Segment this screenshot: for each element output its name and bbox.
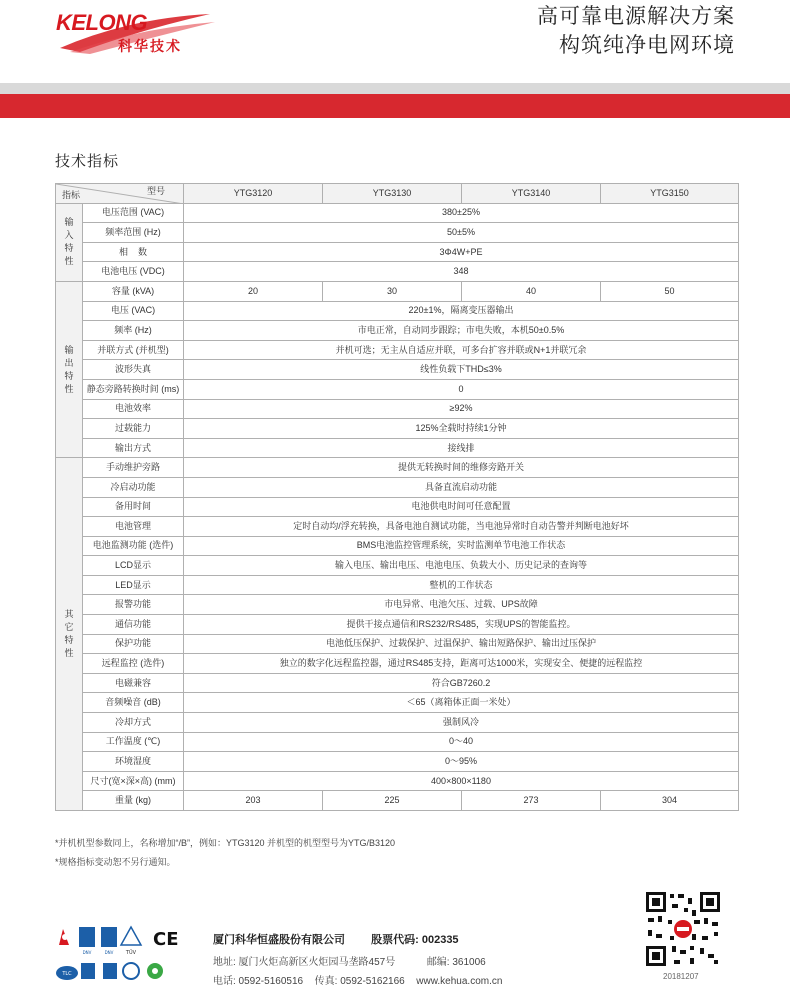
table-row	[56, 771, 739, 791]
row-value: 电池供电时间可任意配置	[184, 497, 739, 517]
corner-index-label: 指标	[62, 189, 81, 200]
weight-value: 273	[462, 791, 601, 811]
row-value: 0	[184, 379, 739, 399]
table-row	[56, 301, 739, 321]
table-row	[56, 477, 739, 497]
footer-address	[213, 953, 486, 968]
ce-mark-icon	[153, 929, 179, 950]
row-value: 提供无转换时间的维修旁路开关	[184, 458, 739, 478]
capacity-value: 50	[601, 281, 739, 301]
row-label: 容量 (kVA)	[83, 281, 184, 301]
table-row	[56, 321, 739, 341]
row-value: 提供干接点通信和RS232/RS485，实现UPS的智能监控。	[184, 615, 739, 635]
capacity-value: 20	[184, 281, 323, 301]
logo-subtitle: 科华技术	[118, 38, 182, 54]
corner-model-label: 型号	[146, 186, 165, 196]
row-value: 接线排	[184, 438, 739, 458]
table-row	[56, 791, 739, 811]
model-header: YTG3140	[462, 184, 601, 204]
row-value: ≥92%	[184, 399, 739, 419]
table-row	[56, 379, 739, 399]
model-header: YTG3130	[323, 184, 462, 204]
row-label: 电磁兼容	[83, 673, 184, 693]
row-label: 尺寸(宽×深×高) (mm)	[83, 771, 184, 791]
row-label: 波形失真	[83, 360, 184, 380]
row-value: 并机可选；无主从自适应并联，可多台扩容并联或N+1并联冗余	[184, 340, 739, 360]
website-link[interactable]: www.kehua.com.cn	[416, 976, 503, 987]
cqc-cert-icon-2	[103, 963, 117, 979]
table-row	[56, 615, 739, 635]
row-value: 125%全载时持续1分钟	[184, 419, 739, 439]
weight-value: 225	[323, 791, 462, 811]
table-row	[56, 242, 739, 262]
row-value: 独立的数字化远程监控器，通过RS485支持，距离可达1000米，实现安全、便捷的远程监控	[184, 654, 739, 674]
weight-value: 203	[184, 791, 323, 811]
fax: 传真: 0592-5162166	[314, 976, 405, 987]
table-row	[56, 654, 739, 674]
row-value: BMS电池监控管理系统，实时监测单节电池工作状态	[184, 536, 739, 556]
row-label: 冷却方式	[83, 713, 184, 733]
model-header: YTG3120	[184, 184, 323, 204]
row-label: 电池监测功能 (选件)	[83, 536, 184, 556]
table-header-row	[56, 184, 739, 204]
row-label: 频率范围 (Hz)	[83, 223, 184, 243]
quality-seal-icon	[123, 963, 139, 979]
capacity-value: 30	[323, 281, 462, 301]
row-label: 报警功能	[83, 595, 184, 615]
qr-code-icon[interactable]	[644, 890, 722, 968]
row-label: 手动维护旁路	[83, 458, 184, 478]
row-label: 音频噪音 (dB)	[83, 693, 184, 713]
table-row	[56, 281, 739, 301]
phone: 电话: 0592-5160516	[213, 976, 304, 987]
table-row	[56, 419, 739, 439]
group-output-label: 输出特性	[56, 281, 83, 457]
footer-company	[213, 931, 459, 947]
footnotes	[55, 834, 395, 872]
table-row	[56, 732, 739, 752]
company-name: 厦门科华恒盛股份有限公司	[213, 934, 345, 946]
row-value: 强制风冷	[184, 713, 739, 733]
row-label: 过载能力	[83, 419, 184, 439]
slogan-line-2: 构筑纯净电网环境	[559, 34, 735, 57]
certification-logos	[55, 925, 185, 985]
table-row	[56, 575, 739, 595]
row-value: 线性负载下THD≤3%	[184, 360, 739, 380]
cqc-cert-icon	[81, 963, 95, 979]
kehua-torch-icon	[59, 929, 69, 945]
row-label: 环境湿度	[83, 752, 184, 772]
green-cert-icon	[147, 963, 163, 979]
table-row	[56, 223, 739, 243]
table-row	[56, 634, 739, 654]
slogan	[537, 2, 735, 60]
row-value: ＜65（离箱体正面一米处）	[184, 693, 739, 713]
company-logo	[50, 8, 220, 54]
row-label: LED显示	[83, 575, 184, 595]
tlc-cert-icon	[56, 966, 78, 980]
row-value: 符合GB7260.2	[184, 673, 739, 693]
row-label: 保护功能	[83, 634, 184, 654]
row-label: 电池效率	[83, 399, 184, 419]
row-label: 电池电压 (VDC)	[83, 262, 184, 282]
table-row	[56, 399, 739, 419]
footnote: *并机机型参数同上，名称增加“/B”，例如：YTG3120 并机型的机型型号为YTG/B3120	[55, 838, 396, 848]
table-row	[56, 752, 739, 772]
table-row	[56, 497, 739, 517]
row-label: 静态旁路转换时间 (ms)	[83, 379, 184, 399]
svg-text:CE: CE	[153, 929, 179, 950]
row-label: 电压 (VAC)	[83, 301, 184, 321]
row-value: 0～40	[184, 732, 739, 752]
dnv-cert-icon-2	[101, 927, 117, 955]
row-label: 备用时间	[83, 497, 184, 517]
row-label: 相 数	[83, 242, 184, 262]
row-label: 冷启动功能	[83, 477, 184, 497]
row-label: 输出方式	[83, 438, 184, 458]
table-row	[56, 693, 739, 713]
row-value: 3Φ4W+PE	[184, 242, 739, 262]
stock-code: 股票代码: 002335	[371, 934, 459, 946]
section-title: 技术指标	[55, 153, 120, 170]
table-row	[56, 262, 739, 282]
row-label: 重量 (kg)	[83, 791, 184, 811]
address: 地址: 厦门火炬高新区火炬园马垄路457号	[213, 957, 396, 968]
capacity-value: 40	[462, 281, 601, 301]
row-value: 348	[184, 262, 739, 282]
row-value: 定时自动均/浮充转换，具备电池自测试功能，当电池异常时自动告警并判断电池好坏	[184, 517, 739, 537]
row-label: 电压范围 (VAC)	[83, 203, 184, 223]
footnote: *规格指标变动恕不另行通知。	[55, 857, 176, 867]
svg-text:DNV: DNV	[82, 950, 92, 955]
row-label: 频率 (Hz)	[83, 321, 184, 341]
date-code: 20181207	[663, 972, 699, 981]
table-row	[56, 203, 739, 223]
corner-cell	[56, 184, 184, 204]
row-value: 电池低压保护、过载保护、过温保护、输出短路保护、输出过压保护	[184, 634, 739, 654]
svg-text:TÜV: TÜV	[125, 950, 137, 956]
table-row	[56, 595, 739, 615]
table-row	[56, 517, 739, 537]
svg-text:TLC: TLC	[62, 971, 72, 977]
row-value: 具备直流启动功能	[184, 477, 739, 497]
row-label: LCD显示	[83, 556, 184, 576]
group-input-label: 输入特性	[56, 203, 83, 281]
postcode: 邮编: 361006	[426, 957, 486, 968]
spec-table	[55, 183, 739, 811]
table-row	[56, 673, 739, 693]
table-row	[56, 360, 739, 380]
row-label: 并联方式 (并机型)	[83, 340, 184, 360]
row-value: 整机的工作状态	[184, 575, 739, 595]
row-value: 输入电压、输出电压、电池电压、负载大小、历史记录的查询等	[184, 556, 739, 576]
row-value: 380±25%	[184, 203, 739, 223]
row-value: 220±1%，隔离变压器输出	[184, 301, 739, 321]
table-row	[56, 556, 739, 576]
header-band-red	[0, 94, 790, 118]
table-row	[56, 536, 739, 556]
svg-text:DNV: DNV	[104, 950, 114, 955]
row-label: 工作温度 (℃)	[83, 732, 184, 752]
tuv-cert-icon	[121, 927, 141, 956]
table-row	[56, 458, 739, 478]
table-row	[56, 438, 739, 458]
row-label: 通信功能	[83, 615, 184, 635]
table-row	[56, 340, 739, 360]
row-label: 电池管理	[83, 517, 184, 537]
group-other-label: 其它特性	[56, 458, 83, 811]
row-value: 市电异常、电池欠压、过载、UPS故障	[184, 595, 739, 615]
header-band-gray	[0, 83, 790, 94]
slogan-line-1: 高可靠电源解决方案	[537, 5, 735, 28]
model-header: YTG3150	[601, 184, 739, 204]
logo-text: KELONG	[56, 10, 148, 35]
dnv-cert-icon	[79, 927, 95, 955]
weight-value: 304	[601, 791, 739, 811]
row-value: 400×800×1180	[184, 771, 739, 791]
table-row	[56, 713, 739, 733]
row-value: 0～95%	[184, 752, 739, 772]
row-label: 远程监控 (选件)	[83, 654, 184, 674]
row-value: 市电正常，自动同步跟踪；市电失败，本机50±0.5%	[184, 321, 739, 341]
row-value: 50±5%	[184, 223, 739, 243]
